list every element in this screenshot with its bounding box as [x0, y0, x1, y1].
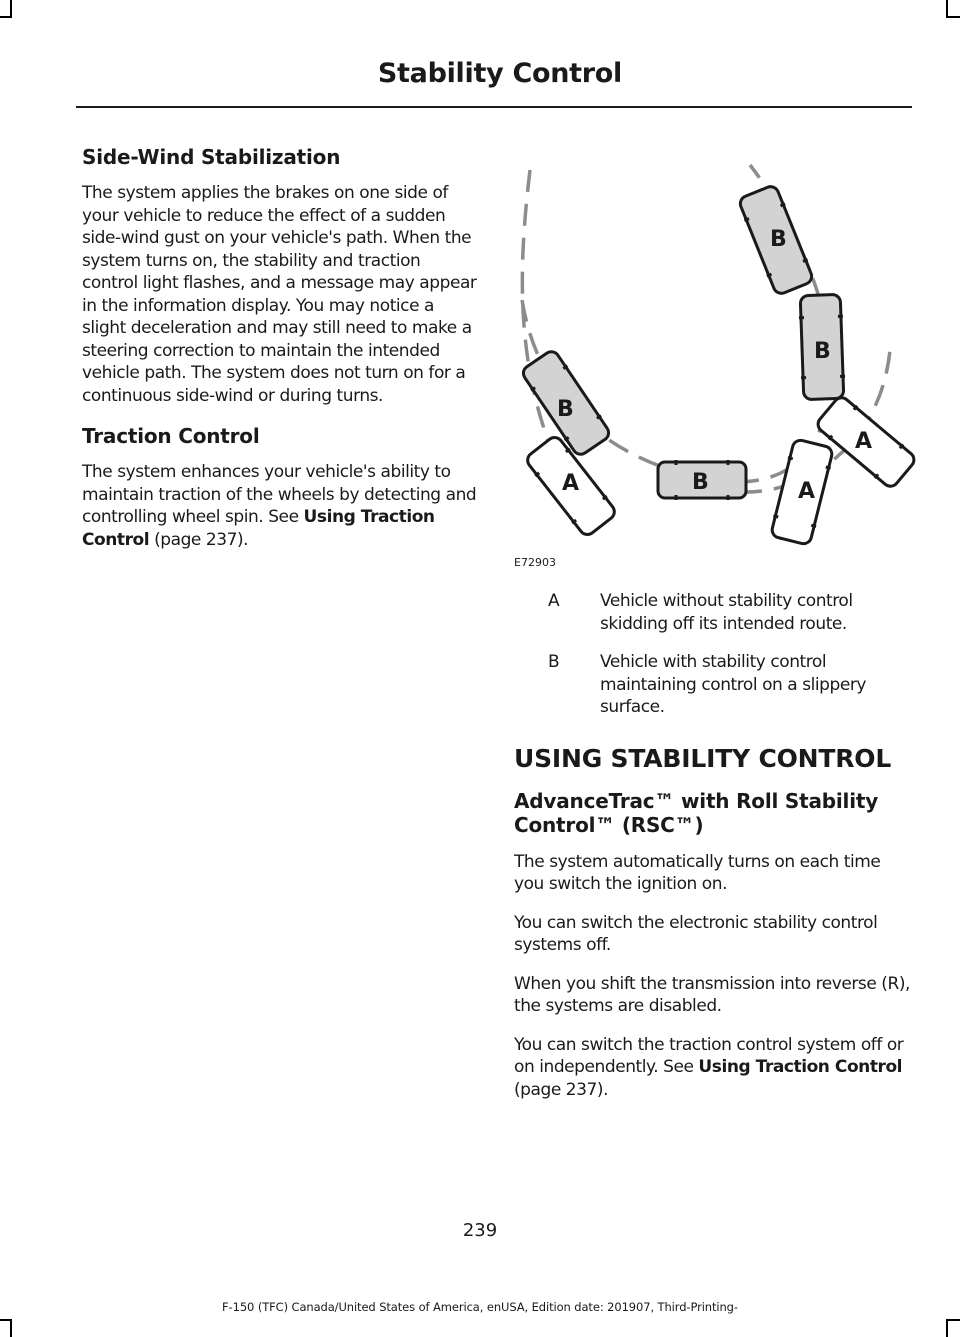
legend-row-b [514, 651, 914, 719]
label-b-top: B [770, 227, 787, 252]
header-rule [76, 106, 912, 108]
subsection-heading: AdvanceTrac™ with Roll Stability Control™ (RSC™) [514, 788, 879, 837]
label-b-bottom: B [692, 470, 709, 495]
label-b-right: B [814, 339, 831, 364]
traction-heading: Traction Control [82, 424, 260, 448]
traction-text [82, 461, 478, 551]
traction-link-2[interactable]: Using Traction Control [698, 1057, 903, 1077]
paragraph-1: The system automatically turns on each time you switch the ignition on. [514, 851, 881, 894]
paragraph-4 [514, 1034, 914, 1102]
traction-text-after: (page 237). [149, 529, 249, 550]
legend-key: A [548, 591, 560, 611]
right-column [514, 590, 914, 1117]
paragraph-4-after: (page 237). [514, 1079, 609, 1100]
label-a-right: A [855, 429, 873, 454]
legend-key: B [548, 652, 560, 672]
outer-path-line [522, 170, 560, 470]
side-wind-heading: Side-Wind Stabilization [82, 145, 341, 169]
label-a-left: A [562, 471, 580, 496]
left-column [82, 144, 478, 567]
label-b-left: B [557, 397, 574, 422]
page-title: Stability Control [377, 58, 622, 89]
crop-mark [946, 16, 960, 18]
section-heading: USING STABILITY CONTROL [514, 743, 892, 773]
figure-code: E72903 [514, 556, 556, 569]
paragraph-2: You can switch the electronic stability control systems off. [514, 912, 878, 955]
crop-mark [946, 1319, 960, 1321]
traction-text-before: The system enhances your vehicle's ability to maintain traction of the wheels by detecting and controlling wheel spin. See [82, 462, 477, 527]
legend-text: Vehicle without stability control skidding off its intended route. [600, 591, 853, 634]
traction-link[interactable]: Using Traction Control [82, 507, 435, 550]
paragraph-4-before: You can switch the traction control system off or on independently. See [514, 1034, 904, 1077]
crop-mark [946, 1319, 948, 1337]
crop-mark [0, 16, 12, 18]
edition-footer: F-150 (TFC) Canada/United States of America, enUSA, Edition date: 201907, Third-Printing- [222, 1300, 738, 1314]
paragraph-3: When you shift the transmission into reverse (R), the systems are disabled. [514, 973, 910, 1016]
legend-row-a [514, 590, 914, 635]
page-number: 239 [462, 1220, 498, 1241]
label-a-middle: A [798, 479, 816, 504]
side-wind-text: The system applies the brakes on one side of your vehicle to reduce the effect of a sudden side-wind gust on your vehicle's path. When the system turns on, the stability and traction control light flashes, and a message may appear in the information display. You may notice a slight deceleration and may still need to make a steering correction to maintain the intended vehicle path. The system does not turn on for a continuous side-wind or during turns. [82, 183, 477, 406]
stability-diagram [500, 150, 920, 580]
legend-text: Vehicle with stability control maintaining control on a slippery surface. [600, 652, 867, 717]
crop-mark [10, 1319, 12, 1337]
figure-legend [514, 590, 914, 719]
crop-mark [0, 1319, 12, 1321]
